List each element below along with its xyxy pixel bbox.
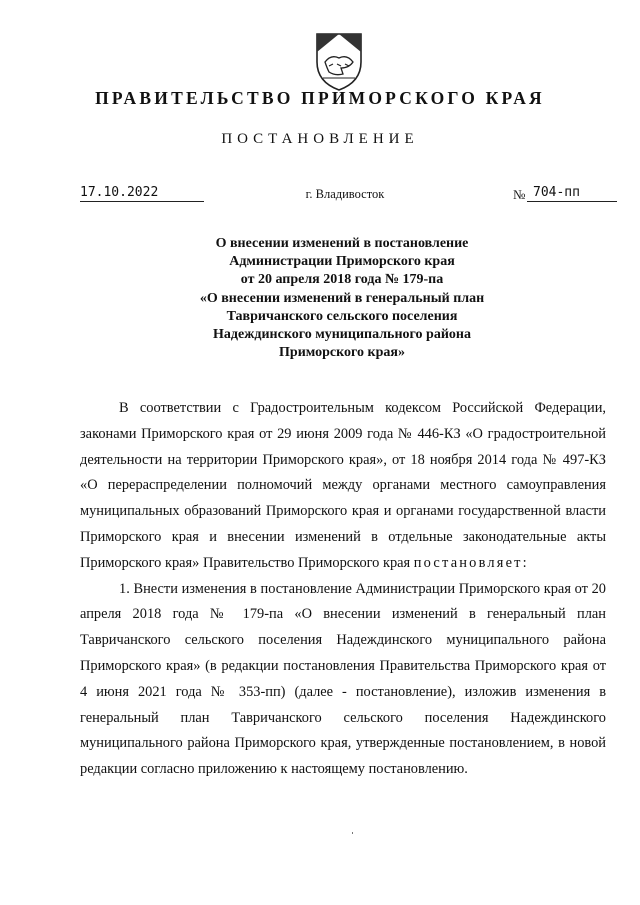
- subject-line: Тавричанского сельского поселения: [226, 308, 458, 324]
- document-number: [513, 185, 617, 203]
- number-sign: №: [513, 187, 526, 202]
- preamble-end: :: [522, 554, 527, 571]
- document-type: ПОСТАНОВЛЕНИЕ: [221, 131, 419, 147]
- clause-1-paragraph: 1. Внести изменения в постановление Администрации Приморского края от 20 апреля 2018 года № 179-па «О внесении изменений в генеральный план Тавричанского сельского поселения Надеждинского муниципального района Приморского края» (в редакции постановления Правительства Приморского края от 4 июня 2021 года № 353-пп) (далее - постановление), изложив изменения в генеральный план Тавричанского сельского поселения Надеждинского муниципального района Приморского края, утвержденные постановлением, в новой редакции согласно приложению к настоящему постановлению.: [80, 580, 606, 778]
- coat-of-arms-emblem: [313, 28, 365, 92]
- number-value: 704-пп: [527, 185, 617, 202]
- document-subject: [0, 235, 640, 362]
- subject-line: Приморского края»: [279, 345, 405, 361]
- decree-word: постановляет: [413, 554, 523, 571]
- subject-line: от 20 апреля 2018 года № 179-па: [240, 272, 444, 288]
- subject-line: Администрации Приморского края: [229, 254, 455, 270]
- subject-line: Надеждинского муниципального района: [213, 327, 471, 343]
- document-body: [80, 396, 606, 783]
- preamble-paragraph: [80, 396, 606, 577]
- subject-line: О внесении изменений в постановление: [215, 236, 469, 251]
- government-title: ПРАВИТЕЛЬСТВО ПРИМОРСКОГО КРАЯ: [95, 88, 545, 108]
- preamble-text: В соответствии с Градостроительным кодексом Российской Федерации, законами Приморского края от 29 июня 2009 года № 446-КЗ «О градостроительной деятельности на территории Приморского края», от 18 ноября 2014 года № 497-КЗ «О перераспределении полномочий между органами местного самоуправления муниципальных образований Приморского края и органами государственной власти Приморского края и внесении изменений в отдельные законодательные акты Приморского края» Правительство Приморского края: [80, 400, 606, 571]
- subject-line: «О внесении изменений в генеральный план: [199, 290, 485, 306]
- document-meta-row: [0, 185, 640, 205]
- scan-speck: [352, 832, 353, 834]
- document-date: 17.10.2022: [80, 185, 204, 202]
- document-city: г. Владивосток: [305, 187, 385, 201]
